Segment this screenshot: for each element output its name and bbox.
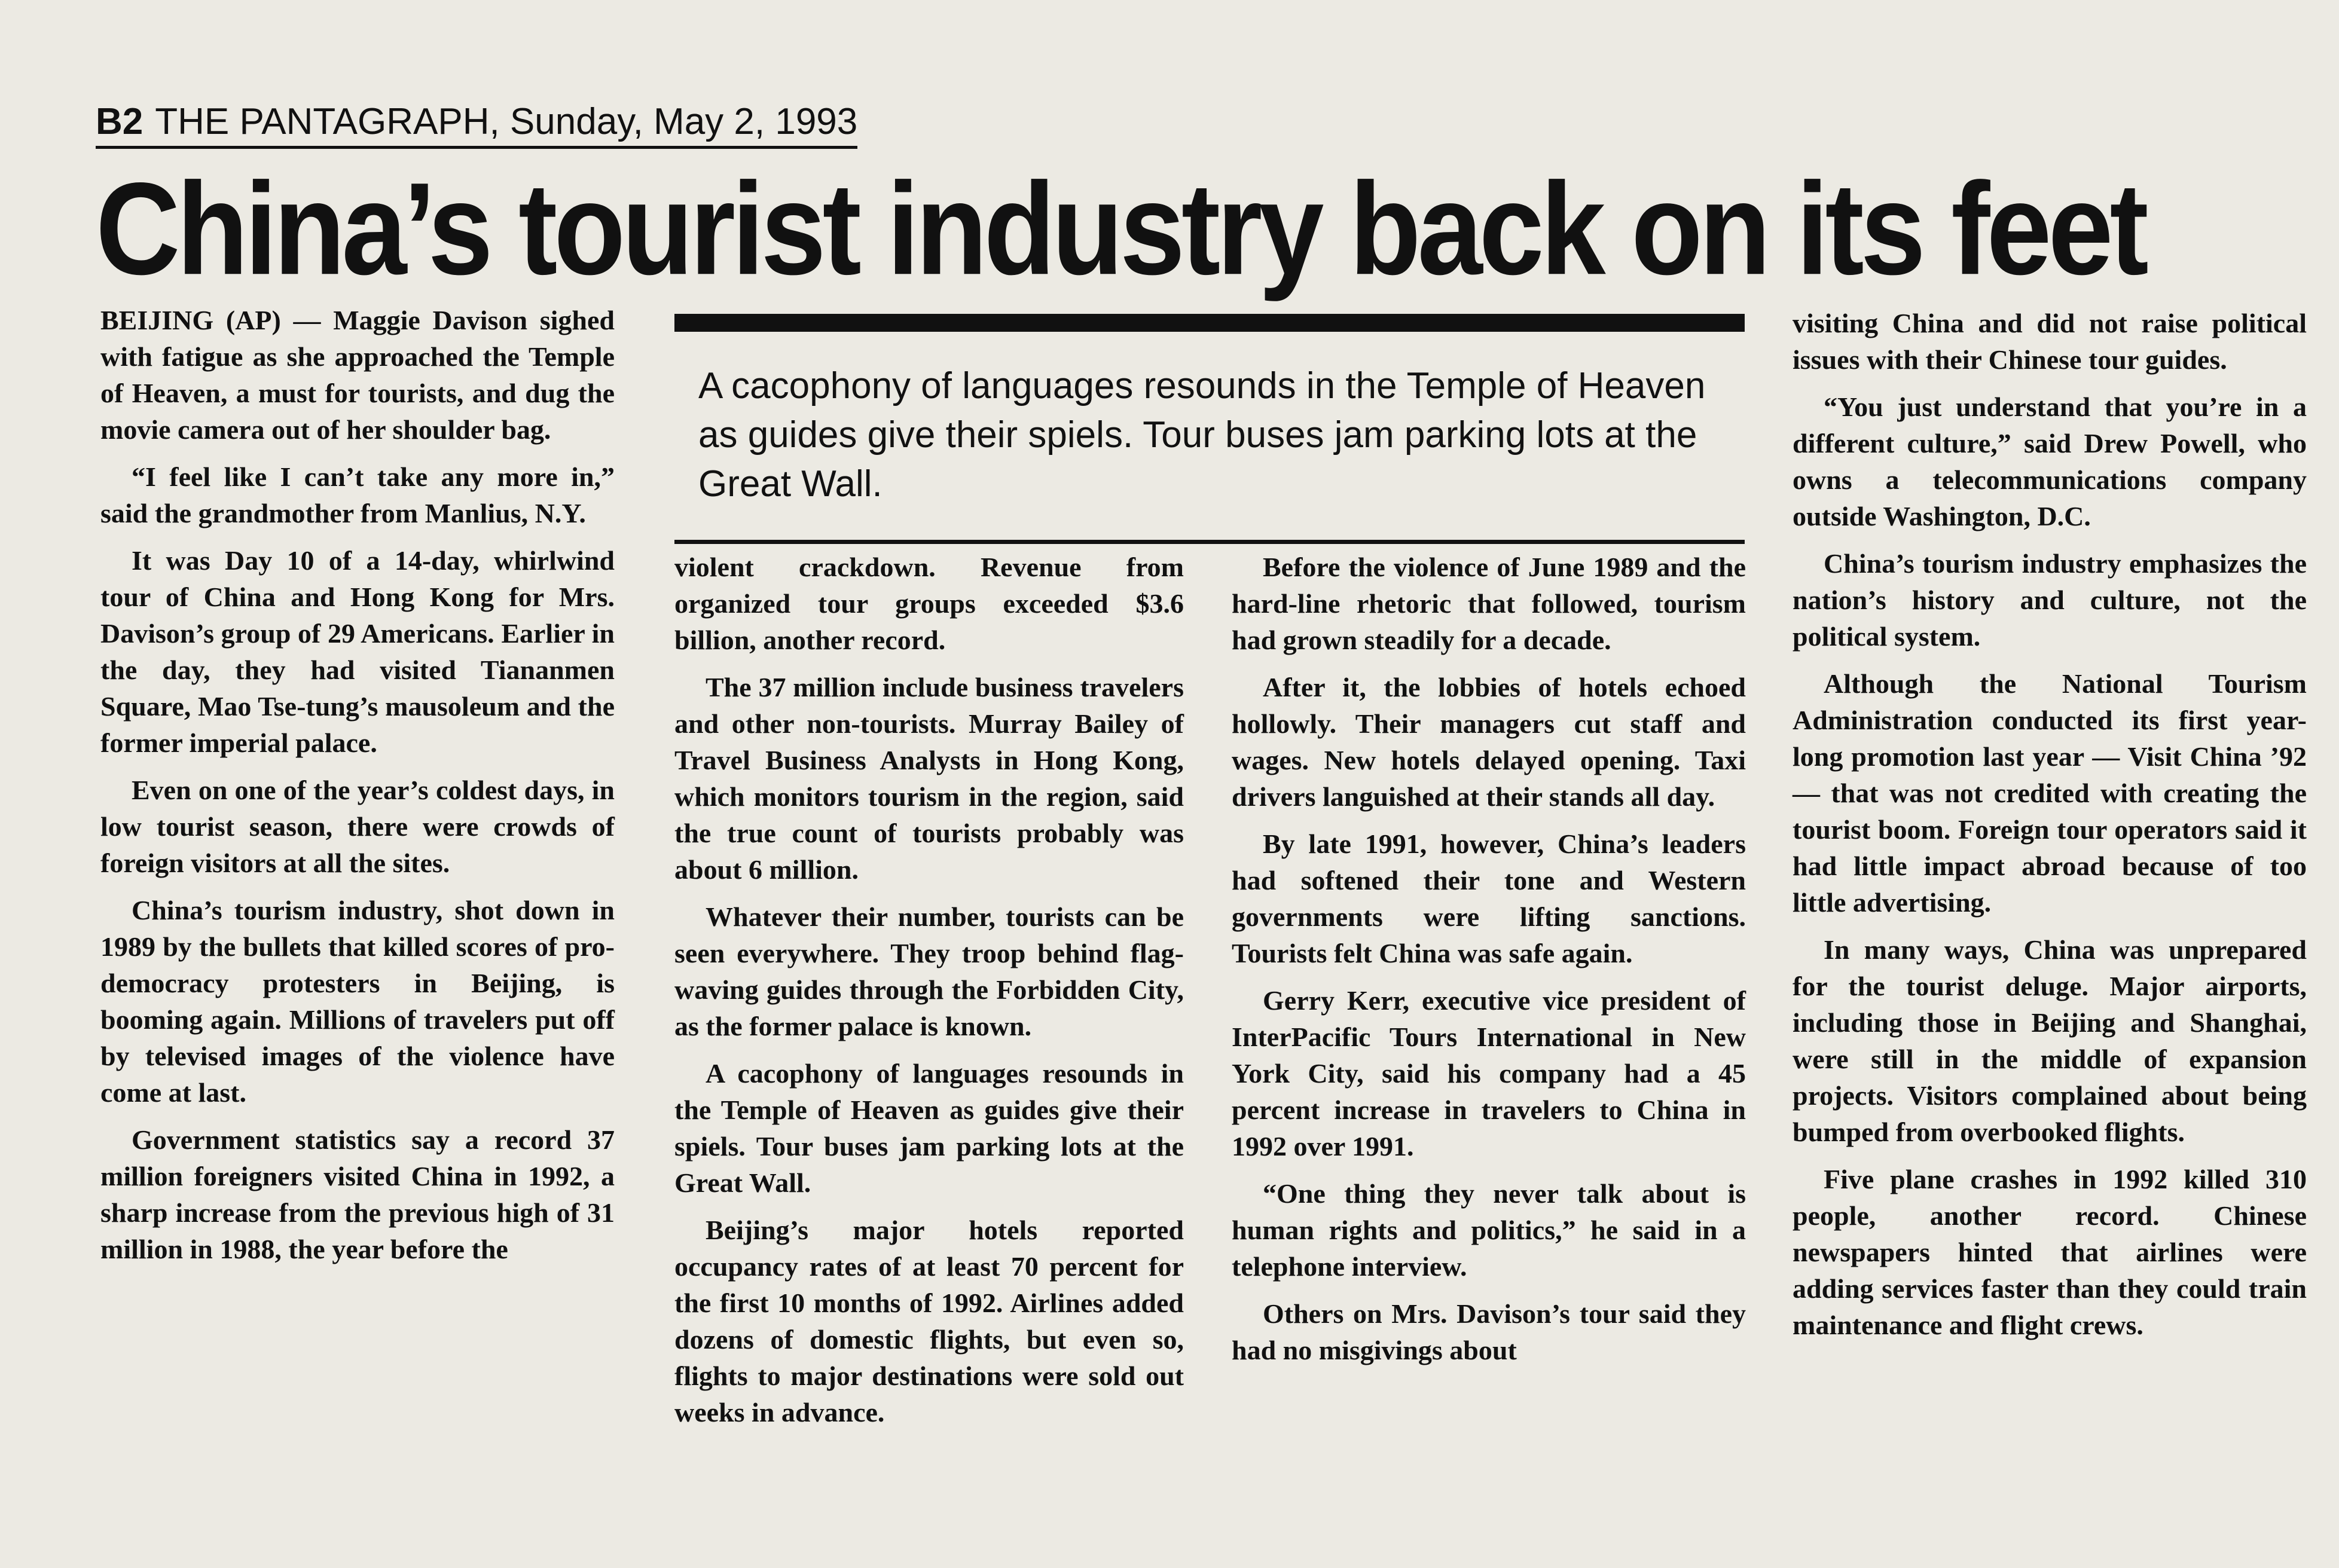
paragraph: By late 1991, however, China’s leaders had softened their tone and Western governments were lifting sanctions. Tourists felt China was safe again. (1232, 829, 1746, 968)
paragraph: China’s tourism industry emphasizes the nation’s history and culture, not the political system. (1793, 548, 2307, 652)
paragraph: Beijing’s major hotels reported occupancy rates of at least 70 percent for the first 10 months of 1992. Airlines added dozens of domestic flights, but even so, flights to major destinations were sold out weeks in advance. (674, 1215, 1184, 1428)
paragraph: violent crackdown. Revenue from organized tour groups exceeded $3.6 billion, another record. (674, 552, 1184, 655)
pull-quote-top-rule (674, 314, 1745, 332)
paragraph: The 37 million include business travelers and other non-tourists. Murray Bailey of Travel Business Analysts in Hong Kong, which monitors tourism in the region, said the true count of tourists probably was about 6 million. (674, 672, 1184, 885)
paragraph: Although the National Tourism Administration conducted its first year-long promotion last year — Visit China ’92 — that was not credited with creating the tourist boom. Foreign tour operators said it had little impact abroad because of too little advertising. (1793, 668, 2307, 918)
paragraph: Even on one of the year’s coldest days, in low tourist season, there were crowds of foreign visitors at all the sites. (100, 775, 615, 878)
pull-quote-bottom-rule (674, 540, 1745, 544)
article-column-4 (1793, 305, 2307, 1354)
page-number: B2 (96, 101, 143, 142)
paragraph: “You just understand that you’re in a different culture,” said Drew Powell, who owns a telecommunications company outside Washington, D.C. (1793, 392, 2307, 531)
paragraph: Whatever their number, tourists can be seen everywhere. They troop behind flag-waving guides through the Forbidden City, as the former palace is known. (674, 901, 1184, 1041)
paragraph: China’s tourism industry, shot down in 1989 by the bullets that killed scores of pro-democracy protesters in Beijing, is booming again. Millions of travelers put off by televised images of the violence have come at last. (100, 895, 615, 1108)
article-column-1 (100, 302, 615, 1278)
pull-quote-box (674, 314, 1745, 544)
paragraph: “One thing they never talk about is human rights and politics,” he said in a telephone interview. (1232, 1178, 1746, 1282)
paragraph: It was Day 10 of a 14-day, whirlwind tour of China and Hong Kong for Mrs. Davison’s group of 29 Americans. Earlier in the day, they had visited Tiananmen Square, Mao Tse-tung’s mausoleum and the former imperial palace. (100, 545, 615, 758)
paragraph: In many ways, China was unprepared for the tourist deluge. Major airports, including those in Beijing and Shanghai, were still in the middle of expansion projects. Visitors complained about being bumped from overbooked flights. (1793, 934, 2307, 1147)
paragraph: “I feel like I can’t take any more in,” said the grandmother from Manlius, N.Y. (100, 461, 615, 528)
paragraph: BEIJING (AP) — Maggie Davison sighed with fatigue as she approached the Temple of Heaven, a must for tourists, and dug the movie camera out of her shoulder bag. (100, 305, 615, 445)
article-column-2 (674, 549, 1184, 1441)
paragraph: After it, the lobbies of hotels echoed hollowly. Their managers cut staff and wages. New hotels delayed opening. Taxi drivers languished at their stands all day. (1232, 672, 1746, 812)
article-column-3 (1232, 549, 1746, 1379)
publication-dateline: THE PANTAGRAPH, Sunday, May 2, 1993 (155, 101, 858, 142)
folio-line (96, 100, 857, 149)
paragraph: Others on Mrs. Davison’s tour said they had no misgivings about (1232, 1298, 1746, 1365)
pull-quote: A cacophony of languages resounds in the Temple of Heaven as guides give their spiels. Tour buses jam parking lots at the Great Wall. (698, 365, 1706, 505)
headline: China’s tourist industry back on its feet (96, 155, 2145, 302)
paragraph: Five plane crashes in 1992 killed 310 people, another record. Chinese newspapers hinted that airlines were adding services faster than they could train maintenance and flight crews. (1793, 1164, 2307, 1340)
paragraph: visiting China and did not raise political issues with their Chinese tour guides. (1793, 308, 2307, 375)
paragraph: Government statistics say a record 37 million foreigners visited China in 1992, a sharp increase from the previous high of 31 million in 1988, the year before the (100, 1124, 615, 1264)
paragraph: A cacophony of languages resounds in the Temple of Heaven as guides give their spiels. Tour buses jam parking lots at the Great Wall. (674, 1058, 1184, 1198)
paragraph: Before the violence of June 1989 and the hard-line rhetoric that followed, tourism had grown steadily for a decade. (1232, 552, 1746, 655)
paragraph: Gerry Kerr, executive vice president of InterPacific Tours International in New York City, said his company had a 45 percent increase in travelers to China in 1992 over 1991. (1232, 985, 1746, 1162)
